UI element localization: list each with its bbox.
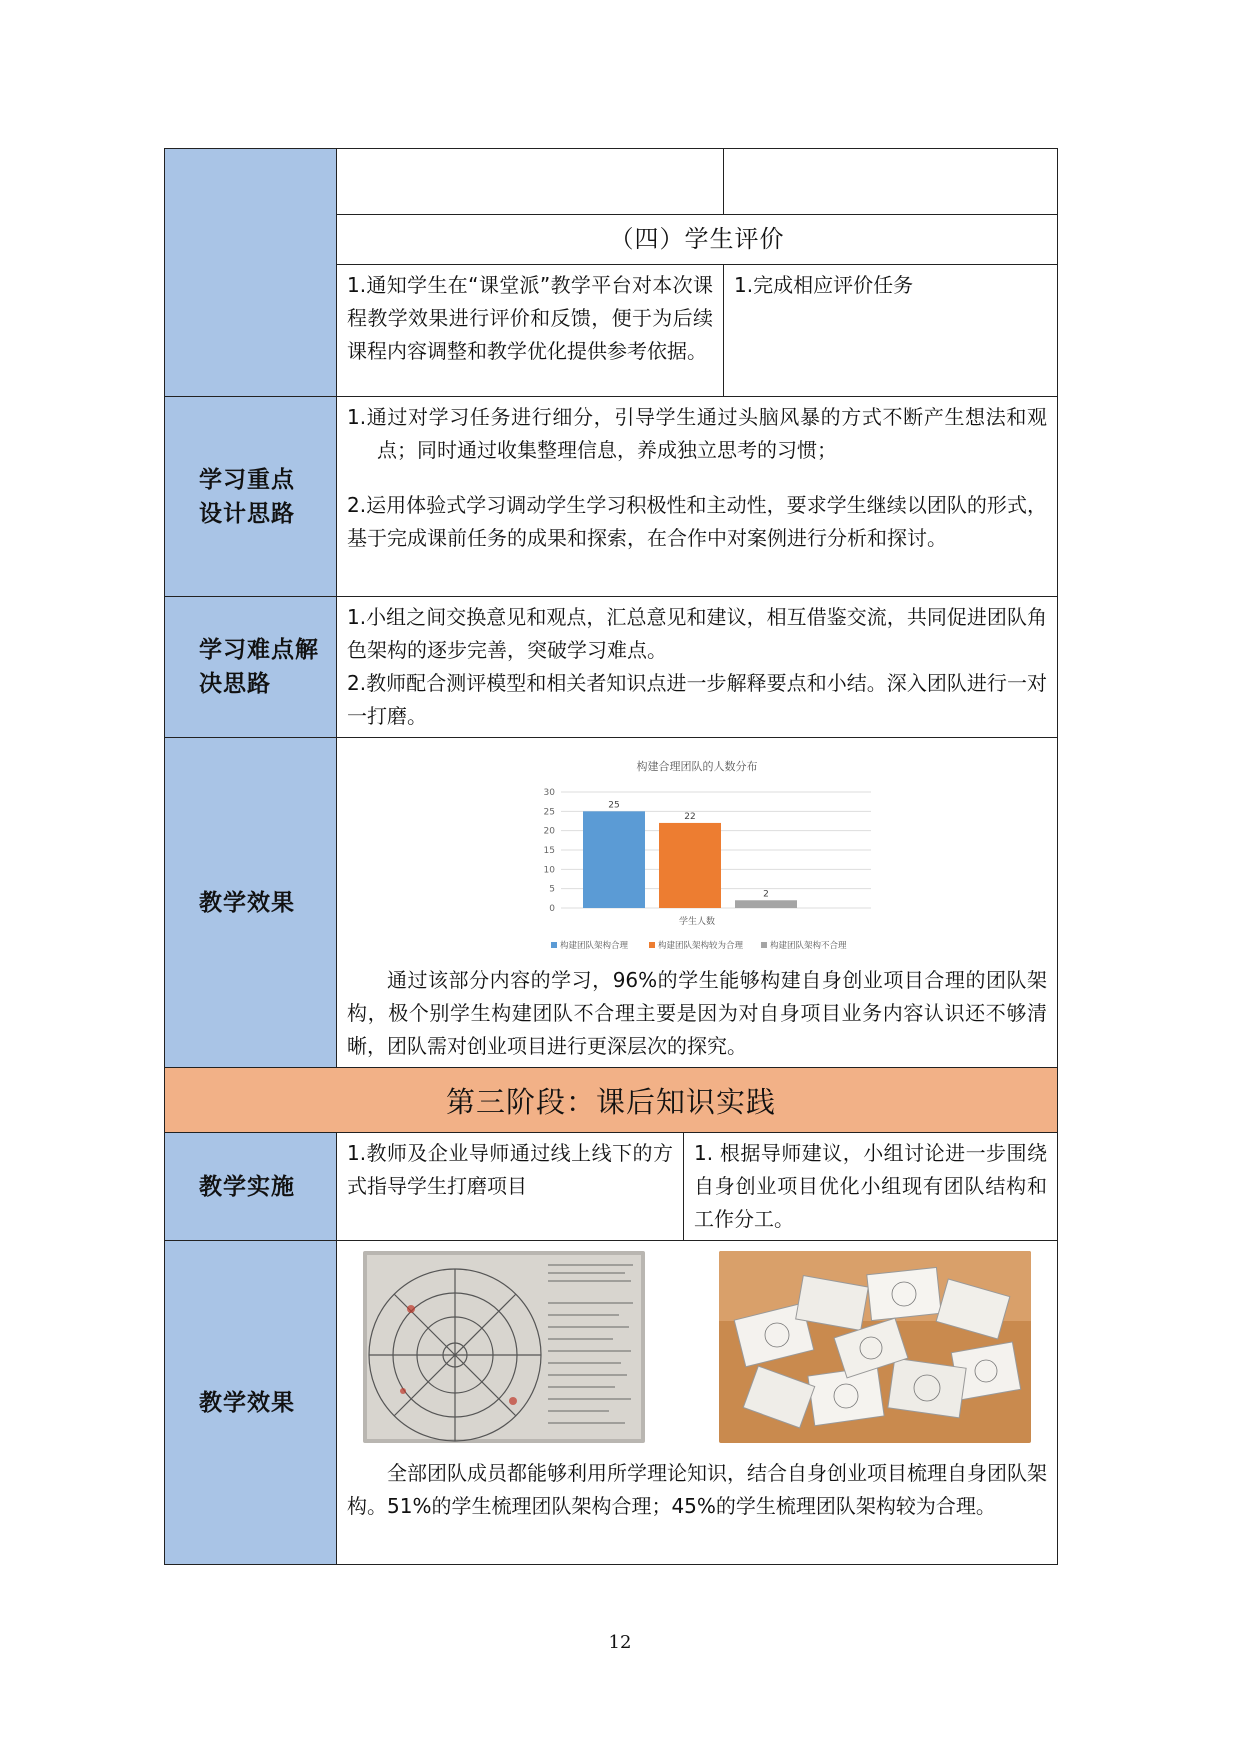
bar-1 xyxy=(583,811,645,908)
difficulties-item-2: 2.教师配合测评模型和相关者知识点进一步解释要点和小结。深入团队进行一对一打磨。 xyxy=(347,671,1047,728)
y-tick-label: 20 xyxy=(543,826,555,837)
legend-label: 构建团队架构较为合理 xyxy=(658,941,744,951)
chart-title: 构建合理团队的人数分布 xyxy=(636,760,758,773)
key-points-item-1: 1.通过对学习任务进行细分，引导学生通过头脑风暴的方式不断产生想法和观点；同时通过收集整理信息，养成独立思考的习惯； xyxy=(347,405,1047,462)
chart-container xyxy=(337,738,1057,960)
data-label: 2 xyxy=(763,889,769,900)
empty-cell-left xyxy=(337,149,724,215)
legend-label: 构建团队架构不合理 xyxy=(770,941,847,951)
stage3-title: 第三阶段：课后知识实践 xyxy=(165,1068,1058,1133)
key-points-content xyxy=(337,397,1058,597)
bar-chart xyxy=(517,756,877,956)
legend-label: 构建团队架构合理 xyxy=(560,941,629,951)
eval-student-cell xyxy=(724,265,1058,397)
empty-cell-right xyxy=(724,149,1058,215)
implementation-label: 教学实施 xyxy=(199,1173,295,1200)
stage3-row xyxy=(165,1068,1058,1133)
key-points-label: 学习重点 设计思路 xyxy=(199,466,295,527)
eval-label-cell xyxy=(165,149,337,397)
difficulties-content xyxy=(337,597,1058,738)
photo-row xyxy=(337,1241,1057,1453)
key-points-item-2: 2.运用体验式学习调动学生学习积极性和主动性，要求学生继续以团队的形式，基于完成课前任务的成果和探索，在合作中对案例进行分析和探讨。 xyxy=(347,493,1047,550)
implementation-teacher-cell xyxy=(337,1133,684,1241)
effect1-label-cell xyxy=(165,738,337,1068)
data-label: 22 xyxy=(684,811,696,822)
key-points-label-cell xyxy=(165,397,337,597)
eval-teacher-text: 1.通知学生在“课堂派”教学平台对本次课程教学效果进行评价和反馈，便于为后续课程内容调整和教学优化提供参考依据。 xyxy=(347,273,713,363)
eval-teacher-cell xyxy=(337,265,724,397)
bar-3 xyxy=(735,900,797,908)
difficulties-label: 学习难点解 决思路 xyxy=(199,637,319,697)
y-tick-label: 5 xyxy=(549,884,555,895)
effect2-row xyxy=(165,1241,1058,1565)
implementation-student-cell xyxy=(684,1133,1058,1241)
legend-swatch xyxy=(761,942,767,948)
eval-section-title: （四）学生评价 xyxy=(337,215,1058,265)
y-tick-label: 30 xyxy=(543,788,555,798)
y-tick-label: 0 xyxy=(549,904,555,914)
effect2-content xyxy=(337,1241,1058,1565)
effect1-row xyxy=(165,738,1058,1068)
effect2-text: 全部团队成员都能够利用所学理论知识，结合自身创业项目梳理自身团队架构。51%的学生梳理团队架构合理；45%的学生梳理团队架构较为合理。 xyxy=(347,1461,1047,1518)
effect1-label: 教学效果 xyxy=(199,889,295,916)
implementation-row xyxy=(165,1133,1058,1241)
y-tick-label: 15 xyxy=(543,846,555,856)
effect1-content xyxy=(337,738,1058,1068)
worksheets-on-table-photo xyxy=(719,1251,1031,1443)
implementation-teacher-text: 1.教师及企业导师通过线上线下的方式指导学生打磨项目 xyxy=(347,1141,673,1198)
legend-swatch xyxy=(551,942,557,948)
implementation-student-text: 1. 根据导师建议，小组讨论进一步围绕自身创业项目优化小组现有团队结构和工作分工。 xyxy=(694,1141,1047,1231)
difficulties-item-1: 1.小组之间交换意见和观点，汇总意见和建议，相互借鉴交流，共同促进团队角色架构的逐步完善，突破学习难点。 xyxy=(347,605,1047,662)
data-label: 25 xyxy=(608,800,620,811)
legend-swatch xyxy=(649,942,655,948)
y-tick-label: 25 xyxy=(543,807,555,818)
x-axis-label: 学生人数 xyxy=(678,917,716,927)
effect2-label-cell xyxy=(165,1241,337,1565)
effect2-label: 教学效果 xyxy=(199,1389,295,1416)
difficulties-label-cell xyxy=(165,597,337,738)
y-tick-label: 10 xyxy=(543,865,555,876)
effect1-text: 通过该部分内容的学习，96%的学生能够构建自身创业项目合理的团队架构，极个别学生构建团队不合理主要是因为对自身项目业务内容认识还不够清晰，团队需对创业项目进行更深层次的探究。 xyxy=(347,968,1047,1058)
bar-2 xyxy=(659,823,721,908)
key-points-row xyxy=(165,397,1058,597)
lesson-plan-table xyxy=(164,148,1058,1565)
page-number: 12 xyxy=(608,1632,632,1653)
team-wheel-worksheet-photo xyxy=(363,1251,645,1443)
continuation-row xyxy=(165,149,1058,215)
eval-student-text: 1.完成相应评价任务 xyxy=(734,273,914,297)
implementation-label-cell xyxy=(165,1133,337,1241)
difficulties-row xyxy=(165,597,1058,738)
